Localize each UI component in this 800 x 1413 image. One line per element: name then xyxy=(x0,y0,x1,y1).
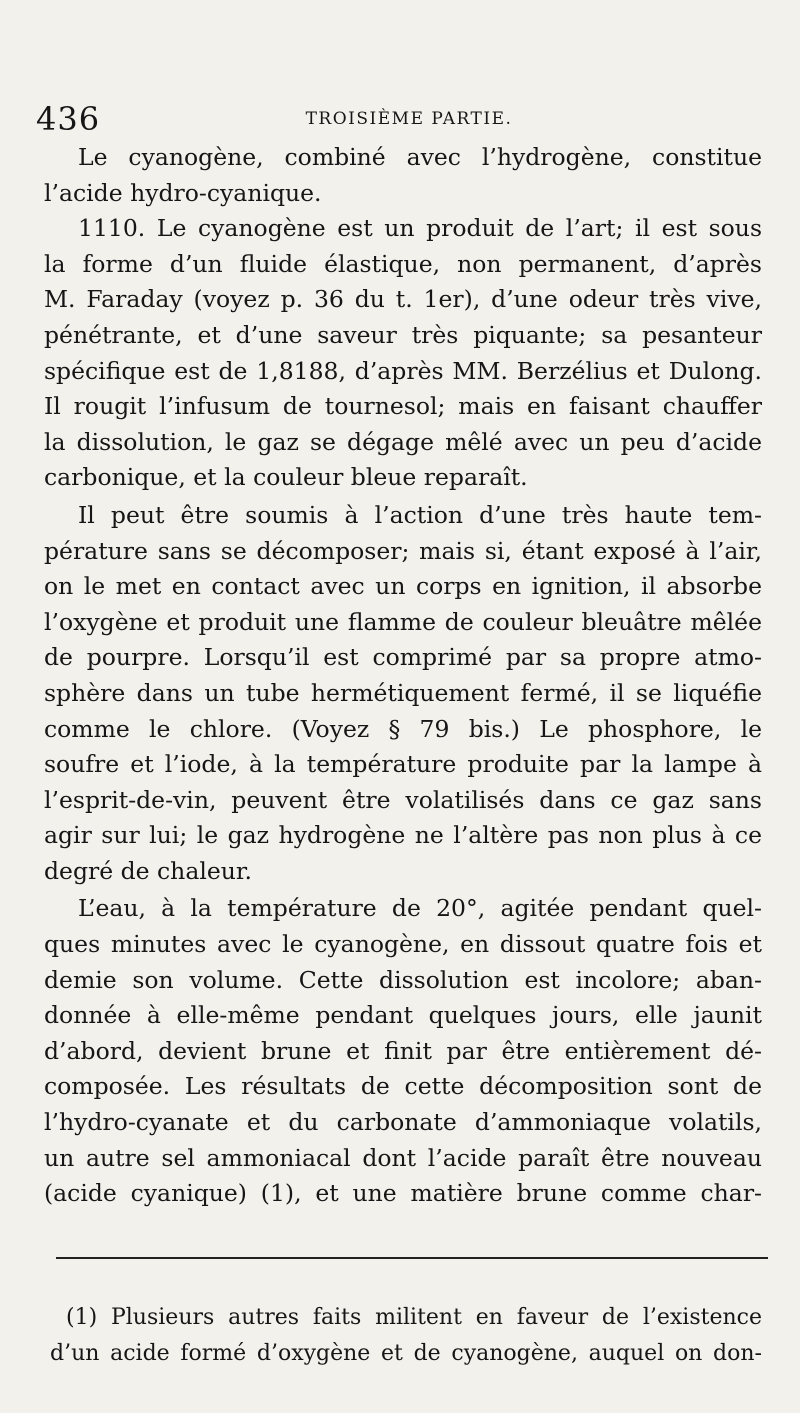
text-line: la forme d’un fluide élastique, non permanent, d’après xyxy=(44,249,762,278)
text-line: 1110. Le cyanogène est un produit de l’art; il est sous xyxy=(78,214,762,243)
text-line: Il peut être soumis à l’action d’une très haute tem- xyxy=(78,500,762,529)
text-line: degré de chaleur. xyxy=(44,856,253,885)
text-line: L’eau, à la température de 20°, agitée pendant quel- xyxy=(78,894,762,923)
text-line: (acide cyanique) (1), et une matière brune comme char- xyxy=(44,1179,762,1208)
text-line: M. Faraday (voyez p. 36 du t. 1er), d’une odeur très vive, xyxy=(44,285,762,314)
page-header xyxy=(36,100,762,140)
text-line: on le met en contact avec un corps en ignition, il absorbe xyxy=(44,572,762,601)
text-line: ques minutes avec le cyanogène, en dissout quatre fois et xyxy=(44,930,762,959)
text-line: agir sur lui; le gaz hydrogène ne l’altère pas non plus à ce xyxy=(44,821,762,850)
text-line: pénétrante, et d’une saveur très piquante; sa pesanteur xyxy=(44,320,762,349)
text-line: l’esprit-de-vin, peuvent être volatilisés dans ce gaz sans xyxy=(44,785,762,814)
running-head: TROISIÈME PARTIE. xyxy=(305,109,513,129)
text-line: un autre sel ammoniacal dont l’acide paraît être nouveau xyxy=(44,1143,762,1172)
text-line: Il rougit l’infusum de tournesol; mais en faisant chauffer xyxy=(44,392,762,421)
text-line: soufre et l’iode, à la température produite par la lampe à xyxy=(44,750,762,779)
footnote xyxy=(50,1300,762,1372)
text-line: de pourpre. Lorsqu’il est comprimé par sa propre atmo- xyxy=(44,643,762,672)
text-line: Le cyanogène, combiné avec l’hydrogène, constitue xyxy=(78,143,762,171)
footnote-line: d’un acide formé d’oxygène et de cyanogène, auquel on don- xyxy=(50,1341,762,1366)
text-line: composée. Les résultats de cette décomposition sont de xyxy=(44,1072,762,1101)
text-line: la dissolution, le gaz se dégage mêlé avec un peu d’acide xyxy=(44,427,762,456)
text-line: l’acide hydro-cyanique. xyxy=(44,178,322,207)
text-line: donnée à elle-même pendant quelques jours, elle jaunit xyxy=(44,1001,762,1030)
text-line: comme le chlore. (Voyez § 79 bis.) Le phosphore, le xyxy=(44,714,762,743)
text-line: l’oxygène et produit une flamme de couleur bleuâtre mêlée xyxy=(44,607,762,636)
page-number: 436 xyxy=(36,100,101,138)
text-line: demie son volume. Cette dissolution est incolore; aban- xyxy=(44,965,762,994)
footnote-rule xyxy=(56,1257,768,1259)
text-line: carbonique, et la couleur bleue reparaît. xyxy=(44,463,528,492)
text-line: d’abord, devient brune et finit par être entièrement dé- xyxy=(44,1036,762,1065)
body-text xyxy=(44,140,762,1212)
text-line: spécifique est de 1,8188, d’après MM. Berzélius et Dulong. xyxy=(44,356,762,385)
footnote-line: (1) Plusieurs autres faits militent en faveur de l’existence xyxy=(66,1305,762,1330)
text-line: pérature sans se décomposer; mais si, étant exposé à l’air, xyxy=(44,536,762,565)
text-line: sphère dans un tube hermétiquement fermé, il se liquéfie xyxy=(44,678,762,707)
text-line: l’hydro-cyanate et du carbonate d’ammoniaque volatils, xyxy=(44,1108,762,1137)
